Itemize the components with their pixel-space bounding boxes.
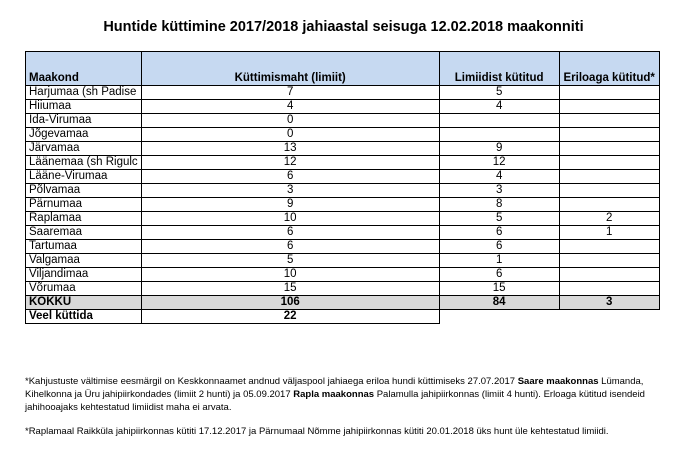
county-cell: Põlvamaa: [26, 184, 142, 198]
limit-cell: 4: [141, 100, 439, 114]
extra-cell: [559, 156, 659, 170]
footnote-text: Lümanda, Kihelkonna ja Üru jahipiirkondades (limiit 2 hunti) ja 05.09.2017: [25, 376, 644, 400]
table-row: [26, 170, 660, 184]
limit-cell: 5: [141, 254, 439, 268]
limit-cell: 10: [141, 212, 439, 226]
county-cell: Võrumaa: [26, 282, 142, 296]
total-label: KOKKU: [26, 296, 142, 310]
extra-cell: [559, 170, 659, 184]
footnote-text: *Kahjustuste vältimise eesmärgil on Keskkonnaamet andnud väljaspool jahiaega eriloa hundi küttimiseks 27.07.2017: [25, 376, 518, 387]
limit-cell: 9: [141, 198, 439, 212]
extra-cell: [559, 128, 659, 142]
empty-cell: [439, 310, 559, 324]
hunted-cell: 6: [439, 268, 559, 282]
table-row: [26, 226, 660, 240]
hunted-cell: [439, 128, 559, 142]
limit-cell: 7: [141, 86, 439, 100]
table-row: [26, 114, 660, 128]
extra-cell: [559, 184, 659, 198]
header-limit: Küttimismaht (limiit): [141, 52, 439, 86]
county-cell: Läänemaa (sh Rigulc: [26, 156, 142, 170]
limit-cell: 15: [141, 282, 439, 296]
page-title: Huntide küttimine 2017/2018 jahiaastal seisuga 12.02.2018 maakonniti: [103, 19, 584, 35]
table-row: [26, 86, 660, 100]
remaining-label: Veel küttida: [26, 310, 142, 324]
table-row: [26, 198, 660, 212]
footnote-special-permits: [25, 375, 655, 414]
footnote-text: Palamulla jahipiirkonnas (limiit 4 hunti). Erloaga kütitud isendeid jahihooajaks kehtestatud limiidist maha ei arvata.: [25, 389, 645, 413]
remaining-limit: 22: [141, 310, 439, 324]
hunted-cell: 9: [439, 142, 559, 156]
extra-cell: [559, 142, 659, 156]
limit-cell: 6: [141, 170, 439, 184]
hunted-cell: [439, 114, 559, 128]
limit-cell: 13: [141, 142, 439, 156]
extra-cell: [559, 240, 659, 254]
county-cell: Järvamaa: [26, 142, 142, 156]
hunted-cell: 4: [439, 100, 559, 114]
total-row: [26, 296, 660, 310]
hunted-cell: 5: [439, 86, 559, 100]
table-row: [26, 254, 660, 268]
county-cell: Jõgevamaa: [26, 128, 142, 142]
limit-cell: 0: [141, 114, 439, 128]
extra-cell: [559, 282, 659, 296]
hunted-cell: 6: [439, 240, 559, 254]
table-row: [26, 142, 660, 156]
header-hunted: Limiidist kütitud: [439, 52, 559, 86]
table-row: [26, 128, 660, 142]
footnote-emphasis-raplamaa: Rapla maakonnas: [293, 389, 375, 400]
header-row: [26, 52, 660, 86]
county-cell: Harjumaa (sh Padise: [26, 86, 142, 100]
extra-cell: [559, 254, 659, 268]
header-county: Maakond: [26, 52, 142, 86]
header-extra: Eriloaga kütitud*: [559, 52, 659, 86]
limit-cell: 3: [141, 184, 439, 198]
wolf-hunting-table: [25, 51, 660, 324]
county-cell: Valgamaa: [26, 254, 142, 268]
footnote-over-limit: *Raplamaal Raikküla jahipiirkonnas kütiti 17.12.2017 ja Pärnumaal Nõmme jahipiirkonnas kütiti 20.01.2018 üks hunt üle kehtestatud limiidi.: [25, 426, 609, 437]
county-cell: Ida-Virumaa: [26, 114, 142, 128]
county-cell: Raplamaa: [26, 212, 142, 226]
table-row: [26, 156, 660, 170]
table-row: [26, 212, 660, 226]
total-extra: 3: [559, 296, 659, 310]
county-cell: Pärnumaa: [26, 198, 142, 212]
limit-cell: 12: [141, 156, 439, 170]
total-limit: 106: [141, 296, 439, 310]
hunted-cell: 12: [439, 156, 559, 170]
hunted-cell: 1: [439, 254, 559, 268]
extra-cell: [559, 86, 659, 100]
table-row: [26, 282, 660, 296]
extra-cell: [559, 114, 659, 128]
limit-cell: 0: [141, 128, 439, 142]
county-cell: Tartumaa: [26, 240, 142, 254]
county-cell: Hiiumaa: [26, 100, 142, 114]
extra-cell: [559, 100, 659, 114]
limit-cell: 10: [141, 268, 439, 282]
hunted-cell: 8: [439, 198, 559, 212]
remaining-row: [26, 310, 660, 324]
footnote-emphasis-saaremaa: Saare maakonnas: [517, 376, 599, 387]
empty-cell: [559, 310, 659, 324]
extra-cell: [559, 198, 659, 212]
county-cell: Lääne-Virumaa: [26, 170, 142, 184]
extra-cell: 2: [559, 212, 659, 226]
limit-cell: 6: [141, 240, 439, 254]
total-hunted: 84: [439, 296, 559, 310]
hunted-cell: 5: [439, 212, 559, 226]
extra-cell: [559, 268, 659, 282]
table-row: [26, 240, 660, 254]
hunted-cell: 3: [439, 184, 559, 198]
table-row: [26, 268, 660, 282]
limit-cell: 6: [141, 226, 439, 240]
county-cell: Saaremaa: [26, 226, 142, 240]
table-row: [26, 184, 660, 198]
table-row: [26, 100, 660, 114]
hunted-cell: 15: [439, 282, 559, 296]
hunted-cell: 6: [439, 226, 559, 240]
extra-cell: 1: [559, 226, 659, 240]
hunted-cell: 4: [439, 170, 559, 184]
county-cell: Viljandimaa: [26, 268, 142, 282]
